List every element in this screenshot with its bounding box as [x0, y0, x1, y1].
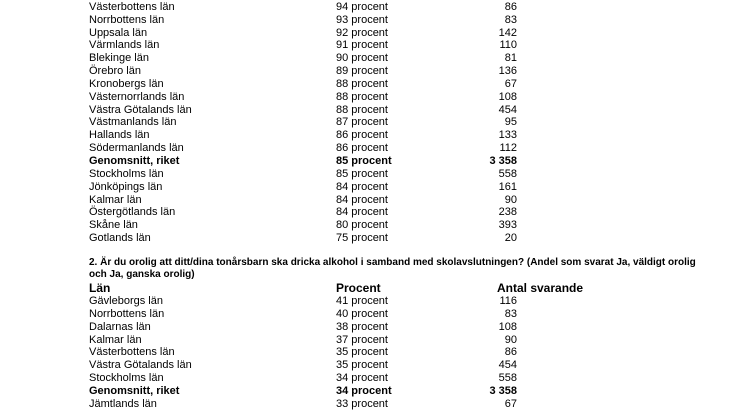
- percent-value: 84 procent: [336, 193, 388, 206]
- table-row: [0, 219, 746, 232]
- table-row: [0, 27, 746, 40]
- table-row: [0, 372, 746, 385]
- respondent-count: 67: [504, 77, 517, 90]
- table-row: [0, 308, 746, 321]
- county-name: Västra Götalands län: [89, 103, 192, 116]
- county-name: Genomsnitt, riket: [89, 384, 180, 397]
- county-name: Uppsala län: [89, 26, 148, 39]
- percent-value: 84 procent: [336, 206, 388, 219]
- header-lan: Län: [89, 281, 111, 296]
- percent-value: 86 procent: [336, 129, 388, 142]
- county-name: Västra Götalands län: [89, 359, 192, 372]
- respondent-count: 90: [504, 193, 517, 206]
- percent-value: 37 procent: [336, 333, 388, 346]
- respondent-count: 81: [504, 52, 517, 65]
- table-row: [0, 346, 746, 359]
- county-name: Stockholms län: [89, 372, 164, 385]
- table-row: [0, 359, 746, 372]
- percent-value: 80 procent: [336, 219, 388, 232]
- table-2-header: [0, 282, 746, 295]
- percent-value: 94 procent: [336, 0, 388, 13]
- respondent-count: 83: [504, 307, 517, 320]
- county-name: Norrbottens län: [89, 13, 165, 26]
- respondent-count: 3 358: [489, 154, 517, 167]
- percent-value: 89 procent: [336, 65, 388, 78]
- respondent-count: 86: [504, 346, 517, 359]
- table-row: [0, 334, 746, 347]
- percent-value: 34 procent: [336, 384, 392, 397]
- county-name: Södermanlands län: [89, 142, 184, 155]
- respondent-count: 136: [498, 65, 517, 78]
- county-name: Västerbottens län: [89, 346, 175, 359]
- respondent-count: 90: [504, 333, 517, 346]
- county-name: Genomsnitt, riket: [89, 154, 180, 167]
- percent-value: 40 procent: [336, 307, 388, 320]
- respondent-count: 558: [498, 167, 517, 180]
- respondent-count: 116: [499, 295, 517, 308]
- table-row: [0, 321, 746, 334]
- table-row: [0, 232, 746, 245]
- percent-value: 85 procent: [336, 154, 392, 167]
- table-row: [0, 65, 746, 78]
- percent-value: 75 procent: [336, 232, 388, 245]
- table-row: [0, 385, 746, 398]
- percent-value: 38 procent: [336, 320, 388, 333]
- table-row: [0, 168, 746, 181]
- county-name: Gävleborgs län: [89, 295, 163, 308]
- county-name: Värmlands län: [89, 39, 160, 52]
- percent-value: 84 procent: [336, 180, 388, 193]
- county-name: Jämtlands län: [89, 397, 157, 410]
- county-name: Östergötlands län: [89, 206, 176, 219]
- percent-value: 88 procent: [336, 77, 388, 90]
- table-row: [0, 155, 746, 168]
- percent-value: 92 procent: [336, 26, 388, 39]
- table-row: [0, 52, 746, 65]
- table-row: [0, 116, 746, 129]
- table-row: [0, 295, 746, 308]
- header-procent: Procent: [336, 281, 381, 296]
- respondent-count: 20: [504, 232, 517, 245]
- county-name: Skåne län: [89, 219, 138, 232]
- respondent-count: 142: [498, 26, 517, 39]
- county-name: Västernorrlands län: [89, 90, 185, 103]
- table-row: [0, 1, 746, 14]
- county-name: Jönköpings län: [89, 180, 163, 193]
- respondent-count: 3 358: [489, 384, 517, 397]
- table-row: [0, 91, 746, 104]
- county-name: Kalmar län: [89, 193, 142, 206]
- table-row: [0, 142, 746, 155]
- percent-value: 33 procent: [336, 397, 388, 410]
- question-2-text: 2. Är du orolig att ditt/dina tonårsbarn ska dricka alkohol i samband med skolavslutningen? (Andel som svarat Ja, väldigt orolig och Ja, ganska orolig): [89, 256, 696, 281]
- respondent-count: 108: [498, 90, 517, 103]
- respondent-count: 108: [498, 320, 517, 333]
- table-row: [0, 14, 746, 27]
- table-row: [0, 194, 746, 207]
- header-antal-svarande: Antal svarande: [497, 281, 584, 296]
- percent-value: 34 procent: [336, 372, 388, 385]
- county-name: Gotlands län: [89, 232, 151, 245]
- table-row: [0, 398, 746, 411]
- respondent-count: 238: [498, 206, 517, 219]
- respondent-count: 558: [498, 372, 517, 385]
- county-name: Örebro län: [89, 65, 141, 78]
- county-name: Dalarnas län: [89, 320, 151, 333]
- percent-value: 87 procent: [336, 116, 388, 129]
- results-table-2: [0, 295, 746, 411]
- table-row: [0, 181, 746, 194]
- percent-value: 35 procent: [336, 359, 388, 372]
- percent-value: 85 procent: [336, 167, 388, 180]
- respondent-count: 393: [498, 219, 517, 232]
- county-name: Blekinge län: [89, 52, 149, 65]
- percent-value: 88 procent: [336, 90, 388, 103]
- percent-value: 35 procent: [336, 346, 388, 359]
- respondent-count: 95: [504, 116, 517, 129]
- county-name: Kronobergs län: [89, 77, 164, 90]
- percent-value: 90 procent: [336, 52, 388, 65]
- respondent-count: 83: [504, 13, 517, 26]
- table-row: [0, 78, 746, 91]
- county-name: Stockholms län: [89, 167, 164, 180]
- county-name: Västmanlands län: [89, 116, 177, 129]
- respondent-count: 133: [498, 129, 517, 142]
- percent-value: 88 procent: [336, 103, 388, 116]
- county-name: Hallands län: [89, 129, 150, 142]
- percent-value: 86 procent: [336, 142, 388, 155]
- respondent-count: 454: [498, 359, 517, 372]
- table-row: [0, 129, 746, 142]
- respondent-count: 67: [504, 397, 517, 410]
- county-name: Västerbottens län: [89, 0, 175, 13]
- county-name: Kalmar län: [89, 333, 142, 346]
- table-row: [0, 206, 746, 219]
- respondent-count: 86: [504, 0, 517, 13]
- respondent-count: 110: [499, 39, 517, 52]
- respondent-count: 112: [499, 142, 517, 155]
- percent-value: 93 procent: [336, 13, 388, 26]
- percent-value: 91 procent: [336, 39, 388, 52]
- respondent-count: 161: [498, 180, 517, 193]
- respondent-count: 454: [498, 103, 517, 116]
- county-name: Norrbottens län: [89, 307, 165, 320]
- section-gap: [0, 245, 746, 257]
- table-row: [0, 39, 746, 52]
- percent-value: 41 procent: [336, 295, 388, 308]
- table-row: [0, 104, 746, 117]
